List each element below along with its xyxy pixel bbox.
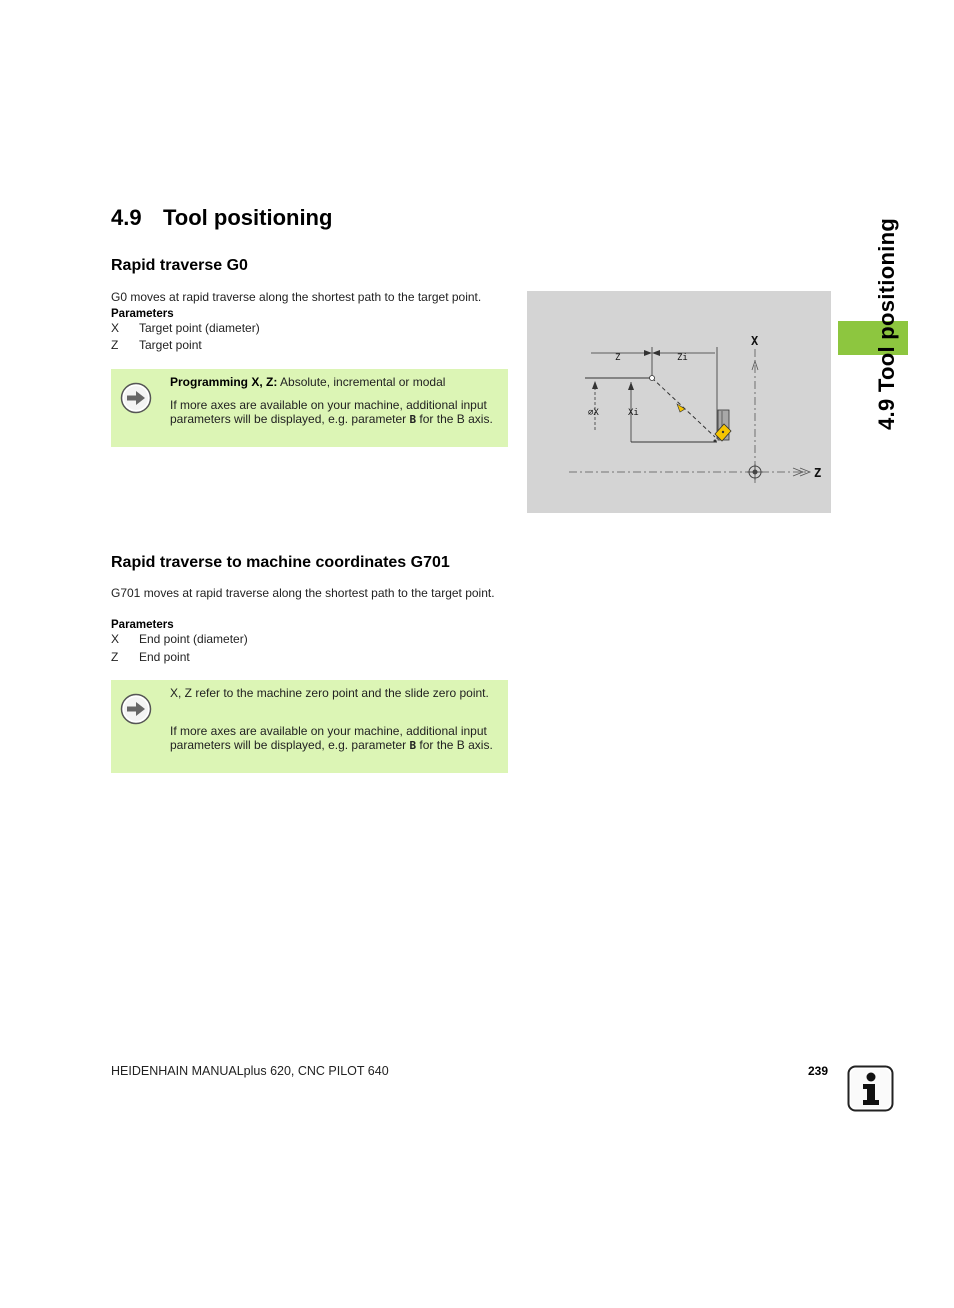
arrow-right-circle-icon — [120, 693, 152, 725]
g0-note-bold: Programming X, Z: — [170, 375, 278, 389]
g701-note-line2-post: for the B axis. — [416, 738, 493, 752]
section-title — [111, 205, 332, 231]
g701-heading: Rapid traverse to machine coordinates G701 — [111, 554, 450, 571]
dim-zi-label: Zi — [677, 353, 688, 363]
section-title-text: Tool positioning — [163, 205, 333, 230]
g0-figure — [527, 291, 831, 513]
param-symbol: Z — [111, 650, 119, 664]
info-icon — [847, 1065, 894, 1112]
dim-xi-label: Xi — [628, 408, 639, 418]
x-axis-label: X — [751, 334, 759, 348]
param-description: Target point (diameter) — [139, 321, 260, 335]
g701-note-key: B — [409, 739, 417, 752]
chapter-side-label-text: 4.9 Tool positioning — [874, 217, 899, 430]
z-axis-label: Z — [814, 466, 822, 480]
g0-note-line1 — [170, 375, 500, 389]
g0-note-rest: Absolute, incremental or modal — [277, 375, 446, 389]
page-number: 239 — [808, 1064, 829, 1078]
g0-diagram — [527, 291, 831, 513]
param-symbol: X — [111, 321, 120, 335]
g701-note-line2-pre: If more axes are available on your machine, additional input parameters will be displayed, e.g. parameter — [170, 724, 487, 752]
chapter-side-label — [838, 215, 899, 430]
param-symbol: Z — [111, 338, 119, 352]
dim-z-label: Z — [615, 353, 621, 363]
g701-intro: G701 moves at rapid traverse along the shortest path to the target point. — [111, 586, 495, 600]
dim-dx-label: ⌀X — [588, 408, 599, 418]
section-number: 4.9 — [111, 205, 142, 230]
g0-note-line2-pre: If more axes are available on your machine, additional input parameters will be displayed, e.g. parameter — [170, 398, 487, 426]
g0-note-box — [111, 369, 508, 447]
g701-params-title: Parameters — [111, 619, 174, 631]
g0-note-line2-post: for the B axis. — [416, 412, 493, 426]
g0-intro: G0 moves at rapid traverse along the shortest path to the target point. — [111, 290, 482, 304]
g0-note-key: B — [409, 413, 417, 426]
g701-note-line2 — [170, 724, 500, 753]
param-description: End point (diameter) — [139, 632, 248, 646]
param-description: Target point — [139, 338, 202, 352]
g0-heading: Rapid traverse G0 — [111, 257, 248, 274]
g0-params-title: Parameters — [111, 308, 174, 320]
param-description: End point — [139, 650, 190, 664]
g701-note-box — [111, 680, 508, 773]
g0-note-line2 — [170, 398, 500, 427]
footer-text: HEIDENHAIN MANUALplus 620, CNC PILOT 640 — [111, 1064, 389, 1078]
g701-note-line1: X, Z refer to the machine zero point and the slide zero point. — [170, 686, 489, 700]
param-symbol: X — [111, 632, 120, 646]
arrow-right-circle-icon — [120, 382, 152, 414]
